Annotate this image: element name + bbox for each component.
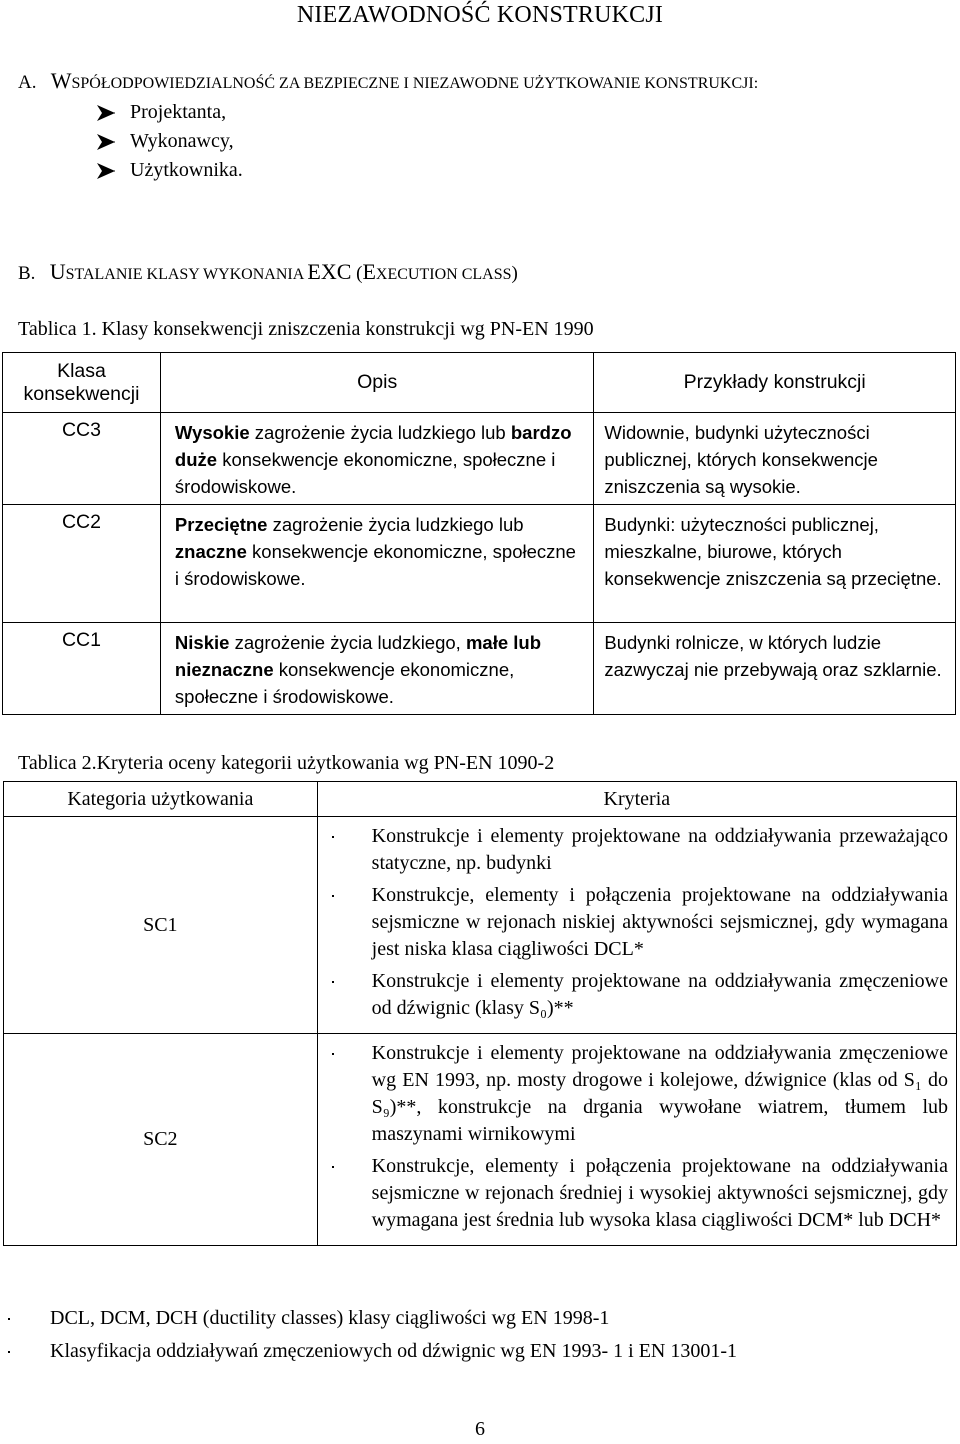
- desc-text: zagrożenie życia ludzkiego lub: [249, 422, 511, 443]
- bullet-dot-icon: [328, 882, 372, 963]
- desc-bold: bardzo duże: [174, 422, 572, 470]
- usage-categories-table: [3, 781, 957, 1246]
- desc-bold: Wysokie: [174, 422, 250, 443]
- criteria-text: Konstrukcje i elementy projektowane na oddziaływania zmęczeniowe wg EN 1993, np. mosty drogowe i kolejowe, dźwignice (klas od S₁ do S₉)**, konstrukcje na drgania wywołane wiatrem, tłumem lub maszynami wirnikowymi: [371, 1042, 948, 1145]
- bullet-dot-icon: [328, 823, 372, 877]
- desc-bold: Przeciętne: [174, 514, 268, 535]
- class-cell: CC2: [3, 505, 161, 623]
- header-class-line1: Klasa: [57, 359, 106, 382]
- example-cell: Budynki rolnicze, w których ludzie zazwyczaj nie przebywają oraz szklarnie.: [594, 623, 956, 715]
- category-cell: SC1: [4, 817, 318, 1034]
- section-a-heading: [18, 68, 758, 94]
- description-cell: [160, 623, 593, 715]
- footnote-text: DCL, DCM, DCH (ductility classes) klasy ciągliwości wg EN 1998-1: [50, 1307, 610, 1329]
- arrow-bullet-icon: [96, 104, 116, 122]
- table1-caption: Tablica 1. Klasy konsekwencji zniszczenia konstrukcji wg PN-EN 1990: [18, 318, 594, 340]
- header-criteria: Kryteria: [317, 782, 956, 817]
- criteria-item: [328, 968, 948, 1022]
- description-cell: [160, 505, 593, 623]
- criteria-item: [328, 823, 948, 877]
- desc-bold: małe lub nieznaczne: [174, 632, 542, 680]
- table-header-row: [4, 782, 957, 817]
- section-b-heading: [18, 259, 518, 285]
- consequence-classes-table: [2, 352, 956, 715]
- section-a-marker: A.: [18, 72, 37, 93]
- header-category: Kategoria użytkowania: [4, 782, 318, 817]
- table-header-row: [3, 353, 956, 413]
- section-b-heading-text: STALANIE KLASY WYKONANIA: [65, 266, 308, 283]
- header-class: [3, 353, 161, 413]
- desc-bold: znaczne: [174, 541, 247, 562]
- header-examples: Przykłady konstrukcji: [594, 353, 956, 413]
- footnote: [2, 1302, 956, 1335]
- footnotes: [2, 1302, 956, 1368]
- table2-caption: Tablica 2.Kryteria oceny kategorii użytkowania wg PN-EN 1090-2: [18, 752, 555, 774]
- list-item: [96, 156, 243, 185]
- list-item: [96, 98, 243, 127]
- bullet-dot-icon: [328, 1040, 372, 1148]
- description-cell: [160, 413, 593, 505]
- desc-text: zagrożenie życia ludzkiego lub: [267, 514, 524, 535]
- desc-bold: Niskie: [174, 632, 230, 653]
- section-a-heading-text: SPÓŁODPOWIEDZIALNOŚĆ ZA BEZPIECZNE I NIEZAWODNE UŻYTKOWANIE KONSTRUKCJI:: [71, 75, 759, 92]
- footnote-text: Klasyfikacja oddziaływań zmęczeniowych od dźwignic wg EN 1993- 1 i EN 13001-1: [50, 1340, 738, 1362]
- list-item-label: Wykonawcy,: [130, 130, 234, 152]
- page-title: NIEZAWODNOŚĆ KONSTRUKCJI: [296, 2, 664, 28]
- criteria-text: Konstrukcje, elementy i połączenia projektowane na oddziaływania sejsmiczne w rejonach średniej i wysokiej aktywności sejsmicznej, gdy wymagana jest średnia lub wysoka klasa ciągliwości DCM* lub DCH*: [371, 1155, 948, 1231]
- table-row: [3, 413, 956, 505]
- bullet-dot-icon: [328, 1153, 372, 1234]
- table-row: [3, 505, 956, 623]
- criteria-text: Konstrukcje i elementy projektowane na oddziaływania zmęczeniowe od dźwignic (klasy S₀)**: [371, 970, 948, 1019]
- section-a-heading-initial: W: [50, 68, 72, 93]
- header-class-line2: konsekwencji: [23, 382, 140, 405]
- class-cell: CC3: [3, 413, 161, 505]
- section-b-exc: EXC: [307, 259, 352, 284]
- list-item-label: Użytkownika.: [130, 159, 243, 181]
- section-b-heading-initial: U: [49, 259, 66, 284]
- bullet-dot-icon: [2, 1302, 50, 1335]
- desc-text: konsekwencje ekonomiczne, społeczne i środowiskowe.: [174, 659, 515, 707]
- criteria-item: [328, 1040, 948, 1148]
- header-description: Opis: [160, 353, 593, 413]
- responsibility-list: [96, 98, 243, 185]
- table-row: [4, 1034, 957, 1246]
- table-row: [3, 623, 956, 715]
- criteria-item: [328, 1153, 948, 1234]
- example-cell: Widownie, budynki użyteczności publicznej, których konsekwencje zniszczenia są wysokie.: [594, 413, 956, 505]
- criteria-text: Konstrukcje, elementy i połączenia projektowane na oddziaływania sejsmiczne w rejonach niskiej aktywności sejsmicznej, gdy wymagana jest niska klasa ciągliwości DCL*: [371, 884, 948, 960]
- arrow-bullet-icon: [96, 162, 116, 180]
- criteria-text: Konstrukcje i elementy projektowane na oddziaływania przeważająco statyczne, np. budynki: [371, 825, 948, 874]
- section-b-paren-close: ): [511, 263, 518, 284]
- criteria-cell: [317, 1034, 956, 1246]
- section-b-heading-text-2: XECUTION CLASS: [375, 266, 512, 283]
- section-b-paren-open: (: [351, 263, 363, 284]
- footnote: [2, 1335, 956, 1368]
- category-cell: SC2: [4, 1034, 318, 1246]
- bullet-dot-icon: [2, 1335, 50, 1368]
- arrow-bullet-icon: [96, 133, 116, 151]
- table-row: [4, 817, 957, 1034]
- page-number: 6: [475, 1418, 485, 1440]
- desc-text: konsekwencje ekonomiczne, społeczne i środowiskowe.: [174, 541, 576, 589]
- desc-text: zagrożenie życia ludzkiego,: [229, 632, 466, 653]
- section-b-marker: B.: [18, 263, 36, 284]
- section-b-e-initial: E: [362, 259, 376, 284]
- criteria-cell: [317, 817, 956, 1034]
- list-item: [96, 127, 243, 156]
- desc-text: konsekwencje ekonomiczne, społeczne i środowiskowe.: [174, 449, 556, 497]
- criteria-item: [328, 882, 948, 963]
- bullet-dot-icon: [328, 968, 372, 1022]
- example-cell: Budynki: użyteczności publicznej, mieszkalne, biurowe, których konsekwencje zniszczenia są przeciętne.: [594, 505, 956, 623]
- list-item-label: Projektanta,: [130, 101, 227, 123]
- class-cell: CC1: [3, 623, 161, 715]
